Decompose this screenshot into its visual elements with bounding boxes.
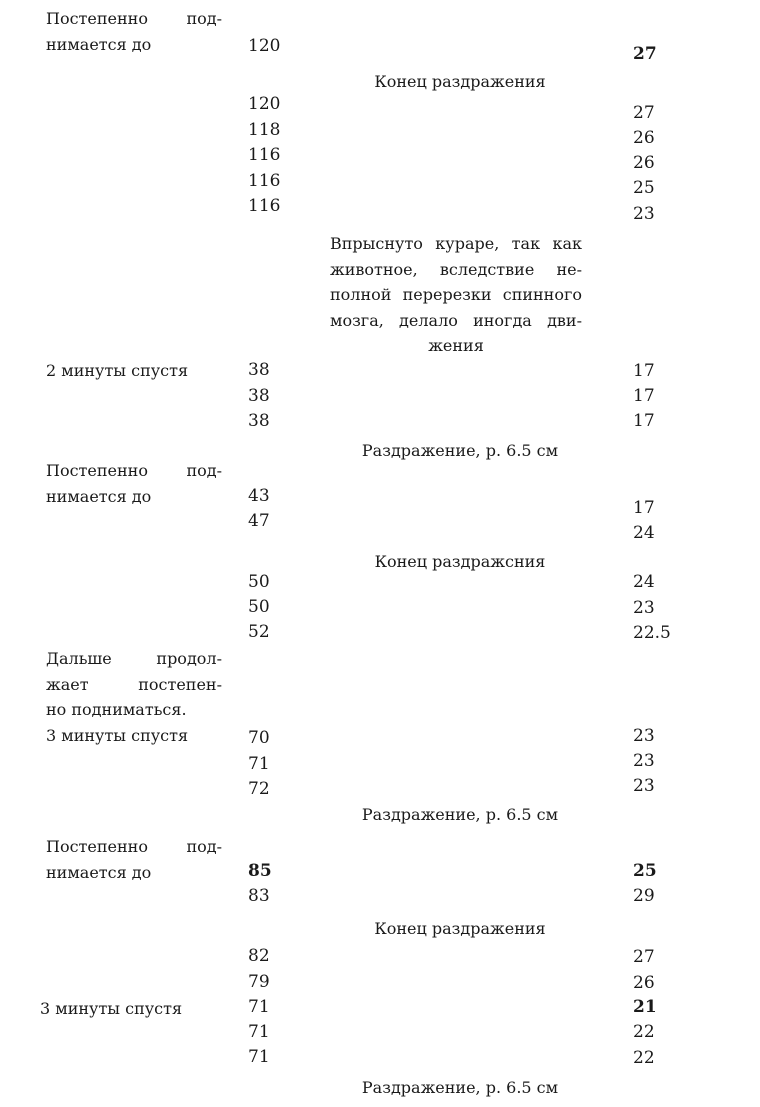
blood-pressure-value: 43	[248, 486, 270, 506]
second-measure-value: 17	[633, 386, 655, 406]
second-measure-value: 23	[633, 776, 655, 796]
stimulation-note	[300, 1075, 620, 1101]
blood-pressure-value: 118	[248, 120, 281, 140]
row-label-line: Дальше продол-	[46, 649, 222, 668]
stimulation-note	[300, 549, 620, 575]
stimulation-note	[300, 802, 620, 828]
stimulation-note-line: Конец раздражения	[374, 72, 546, 91]
row-label	[46, 6, 222, 57]
stimulation-note-line: Конец раздражения	[374, 919, 546, 938]
blood-pressure-value: 85	[248, 861, 272, 881]
stimulation-note-line: Впрыснуто кураре, так как	[330, 234, 582, 253]
stimulation-note	[330, 231, 582, 359]
second-measure-value: 27	[633, 947, 655, 967]
blood-pressure-value: 52	[248, 622, 270, 642]
row-label-line: но подниматься.	[46, 700, 187, 719]
second-measure-value: 24	[633, 523, 655, 543]
row-label-line: 3 минуты спустя	[40, 999, 183, 1018]
second-measure-value: 22	[633, 1022, 655, 1042]
second-measure-value: 26	[633, 128, 655, 148]
second-measure-value: 24	[633, 572, 655, 592]
blood-pressure-value: 47	[248, 511, 270, 531]
second-measure-value: 21	[633, 997, 657, 1017]
stimulation-note	[300, 69, 620, 95]
row-label-line: 2 минуты спустя	[46, 361, 189, 380]
stimulation-note-line: животное, вследствие не-	[330, 259, 582, 279]
second-measure-value: 17	[633, 361, 655, 381]
blood-pressure-value: 120	[248, 94, 281, 114]
blood-pressure-value: 71	[248, 754, 270, 774]
second-measure-value: 27	[633, 44, 657, 64]
second-measure-value: 23	[633, 726, 655, 746]
second-measure-value: 17	[633, 498, 655, 518]
row-label-line: Постепенно под-	[46, 461, 222, 480]
second-measure-value: 25	[633, 861, 657, 881]
row-label	[46, 458, 222, 509]
blood-pressure-value: 71	[248, 1022, 270, 1042]
stimulation-note	[300, 438, 620, 464]
blood-pressure-value: 50	[248, 572, 270, 592]
stimulation-note-line: полной перерезки спинного	[330, 285, 582, 304]
row-label-line: нимается до	[46, 34, 152, 54]
stimulation-note-line: Раздражение, р. 6.5 см	[361, 805, 559, 824]
row-label-line: Постепенно под-	[46, 837, 222, 856]
second-measure-value: 29	[633, 886, 655, 906]
blood-pressure-value: 116	[248, 145, 281, 165]
blood-pressure-value: 120	[248, 36, 281, 56]
blood-pressure-value: 116	[248, 196, 281, 216]
blood-pressure-value: 82	[248, 946, 270, 966]
blood-pressure-value: 83	[248, 886, 270, 906]
row-label	[46, 358, 222, 384]
second-measure-value: 23	[633, 204, 655, 224]
blood-pressure-value: 70	[248, 728, 270, 748]
blood-pressure-value: 50	[248, 597, 270, 617]
stimulation-note-line: жения	[428, 336, 484, 355]
blood-pressure-value: 38	[248, 360, 270, 380]
stimulation-note-line: мозга, делало иногда дви-	[330, 310, 582, 330]
second-measure-value: 25	[633, 178, 655, 198]
blood-pressure-value: 72	[248, 779, 270, 799]
blood-pressure-value: 38	[248, 386, 270, 406]
row-label-line: 3 минуты спустя	[46, 726, 189, 745]
stimulation-note-line: Раздражение, р. 6.5 см	[361, 1078, 559, 1097]
blood-pressure-value: 79	[248, 972, 270, 992]
row-label-line: нимается до	[46, 486, 152, 506]
second-measure-value: 22.5	[633, 623, 671, 643]
blood-pressure-value: 38	[248, 411, 270, 431]
blood-pressure-value: 116	[248, 171, 281, 191]
blood-pressure-value: 71	[248, 997, 270, 1017]
row-label-line: жает постепен-	[46, 674, 222, 694]
second-measure-value: 23	[633, 598, 655, 618]
stimulation-note-line: Раздражение, р. 6.5 см	[361, 441, 559, 460]
stimulation-note	[300, 916, 620, 942]
second-measure-value: 22	[633, 1048, 655, 1068]
second-measure-value: 23	[633, 751, 655, 771]
row-label-line: Постепенно под-	[46, 9, 222, 28]
second-measure-value: 26	[633, 973, 655, 993]
blood-pressure-value: 71	[248, 1047, 270, 1067]
row-label	[46, 834, 222, 885]
row-label	[40, 996, 216, 1022]
second-measure-value: 17	[633, 411, 655, 431]
row-label	[46, 646, 222, 723]
row-label	[46, 723, 222, 749]
row-label-line: нимается до	[46, 862, 152, 882]
second-measure-value: 26	[633, 153, 655, 173]
second-measure-value: 27	[633, 103, 655, 123]
stimulation-note-line: Конец раздражсния	[374, 552, 546, 571]
